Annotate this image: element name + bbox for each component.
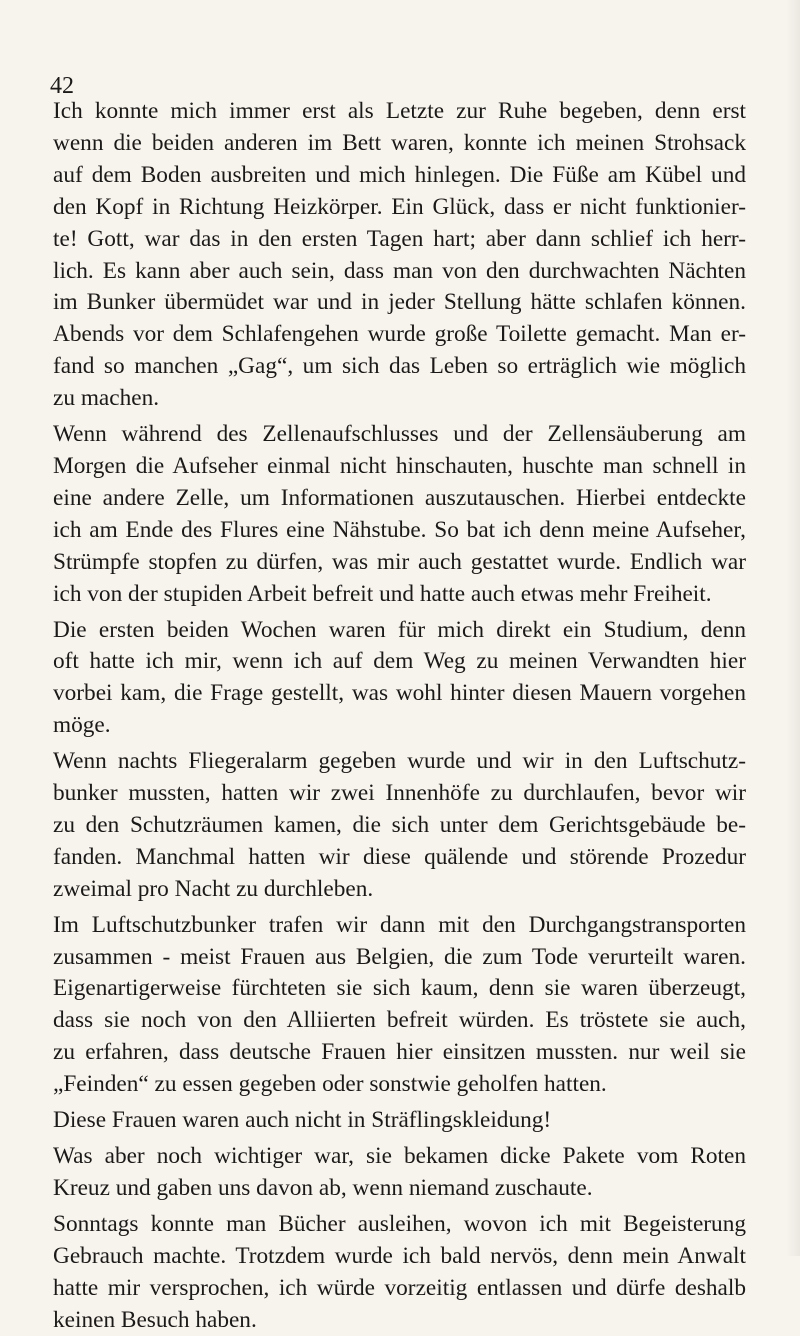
text-line: zweimal pro Nacht zu durchleben. [53,875,374,902]
text-line: ich am Ende des Flures eine Nähstube. So bat ich denn meine Aufseher, [53,516,746,543]
text-line: auf dem Boden ausbreiten und mich hinlegen. Die Füße am Kübel und [53,161,746,188]
paragraph [53,910,746,1101]
page-number: 42 [50,73,74,99]
text-line: lich. Es kann aber auch sein, dass man von den durchwachten Nächten [53,257,746,284]
text-line: zusammen - meist Frauen aus Belgien, die zum Tode verurteilt waren. [53,943,746,970]
text-line: möge. [53,712,111,739]
text-line: te! Gott, war das in den ersten Tagen hart; aber dann schlief ich herr- [53,225,746,252]
text-line: Was aber noch wichtiger war, sie bekamen dicke Pakete vom Roten [53,1143,746,1169]
text-line: Sonntags konnte man Bücher ausleihen, wovon ich mit Begeisterung [53,1210,746,1237]
text-line: wenn die beiden anderen im Bett waren, konnte ich meinen Strohsack [53,129,746,156]
body-text [53,96,746,1336]
text-line: zu erfahren, dass deutsche Frauen hier einsitzen mussten. nur weil sie [53,1039,746,1066]
text-line: Gebrauch machte. Trotzdem wurde ich bald nervös, denn mein Anwalt [53,1242,746,1269]
text-line: vorbei kam, die Frage gestellt, was wohl hinter diesen Mauern vorgehen [53,680,746,707]
paragraph [53,746,746,906]
text-line: hatte mir versprochen, ich würde vorzeitig entlassen und dürfe deshalb [53,1274,746,1301]
text-line: Die ersten beiden Wochen waren für mich direkt ein Studium, denn [53,616,746,643]
text-line: Wenn nachts Fliegeralarm gegeben wurde und wir in den Luftschutz- [53,748,746,775]
text-line: zu den Schutzräumen kamen, die sich unter dem Gerichtsgebäude be- [53,811,746,838]
text-line: eine andere Zelle, um Informationen auszutauschen. Hierbei entdeckte [53,484,746,511]
text-line: oft hatte ich mir, wenn ich auf dem Weg zu meinen Verwandten hier [53,648,746,675]
text-line: Abends vor dem Schlafengehen wurde große Toilette gemacht. Man er- [53,321,746,348]
paragraph [53,615,746,743]
text-line: zu machen. [53,385,160,412]
text-line: Kreuz und gaben uns davon ab, wenn niemand zuschaute. [53,1174,593,1201]
text-line: Eigenartigerweise fürchteten sie sich kaum, denn sie waren überzeugt, [53,975,746,1002]
paragraph [53,1209,746,1336]
paragraph [53,419,746,610]
text-line: im Bunker übermüdet war und in jeder Stellung hätte schlafen können. [53,289,746,316]
page-edge-shadow [786,0,800,1256]
text-line: Wenn während des Zellenaufschlusses und der Zellensäuberung am [53,421,746,448]
text-line: bunker mussten, hatten wir zwei Innenhöfe zu durchlaufen, bevor wir [53,780,746,807]
paragraph [53,96,746,415]
text-line: Strümpfe stopfen zu dürfen, was mir auch gestattet wurde. Endlich war [53,548,746,575]
text-line: Diese Frauen waren auch nicht in Sträflingskleidung! [53,1107,552,1134]
paragraph [53,1105,746,1137]
text-line: Im Luftschutzbunker trafen wir dann mit den Durchgangstransporten [53,911,746,938]
text-line: fanden. Manchmal hatten wir diese quälende und störende Prozedur [53,843,746,870]
text-line: keinen Besuch haben. [53,1306,257,1333]
paragraph [53,1141,746,1205]
text-line: Morgen die Aufseher einmal nicht hinschauten, huschte man schnell in [53,452,746,479]
text-line: fand so manchen „Gag“, um sich das Leben so erträglich wie möglich [53,353,746,380]
text-line: den Kopf in Richtung Heizkörper. Ein Glück, dass er nicht funktionier- [53,193,746,220]
text-line: dass sie noch von den Alliierten befreit würden. Es tröstete sie auch, [53,1007,746,1034]
text-line: ich von der stupiden Arbeit befreit und hatte auch etwas mehr Freiheit. [53,580,712,607]
text-line: „Feinden“ zu essen gegeben oder sonstwie geholfen hatten. [53,1071,607,1098]
text-line: Ich konnte mich immer erst als Letzte zur Ruhe begeben, denn erst [53,98,746,124]
